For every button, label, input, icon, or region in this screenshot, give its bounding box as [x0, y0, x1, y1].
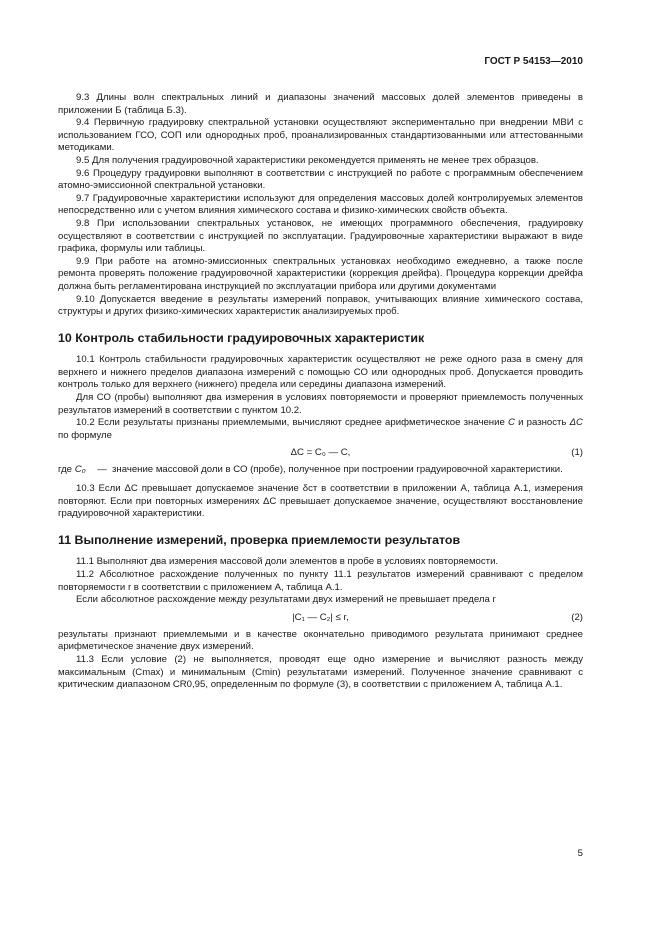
formula-1-lhs: ΔC	[290, 447, 304, 459]
legend-definition: значение массовой доли в СО (пробе), полученное при построении градуировочной характеристики.	[112, 464, 563, 476]
paragraph-10-2: 10.2 Если результаты признаны приемлемыми, вычисляют среднее арифметическое значение C и разность ΔC по формуле	[58, 417, 583, 441]
paragraph-10-3: 10.3 Если ΔC превышает допускаемое значение δст в соответствии в приложении А, таблица А.1, измерения повторяют. Если при повторных измерениях ΔC превышает допускаемое значение, осуществляют восстановление градуировочной характеристики.	[58, 483, 583, 520]
section-heading-10: 10 Контроль стабильности градуировочных характеристик	[58, 330, 425, 345]
paragraph-9-5: 9.5 Для получения градуировочной характеристики рекомендуется применять не менее трех образцов.	[76, 154, 539, 166]
paragraph-11-3: 11.3 Если условие (2) не выполняется, проводят еще одно измерение и вычисляют разность между максимальным (Cmax) и минимальным (Cmin) результатами измерений. Полученное значение сравнивают с критическим диапазоном CR0,95, определенным по формуле (3), в соответствии с приложением А, таблица А.1.	[58, 653, 583, 691]
formula-1: ΔC = C₀ — C, (1)	[58, 444, 583, 462]
paragraph-11-2-b: Если абсолютное расхождение между результатами двух измерений не превышает предела r	[76, 594, 496, 606]
document-code: ГОСТ Р 54153—2010	[484, 56, 583, 67]
paragraph-11-2-c: результаты признают приемлемыми и в качестве окончательно приводимого результата принимают среднее арифметическое значение двух измерений.	[58, 628, 583, 653]
paragraph-9-7: 9.7 Градуировочные характеристики используют для определения массовых долей контролируемых элементов непосредственно или с учетом влияния химического состава и физико-химических свойств объекта.	[58, 192, 583, 217]
page-number: 5	[577, 848, 583, 859]
formula-legend: где C₀ — значение массовой доли в СО (пробе), полученное при построении градуировочной характеристики.	[58, 464, 583, 477]
symbol-c: C	[507, 417, 515, 429]
paragraph-11-1: 11.1 Выполняют два измерения массовой доли элементов в пробе в условиях повторяемости.	[76, 556, 499, 568]
section-heading-11: 11 Выполнение измерений, проверка приемлемости результатов	[58, 532, 461, 547]
formula-2	[58, 609, 583, 627]
symbol-delta-c: ΔC	[569, 417, 583, 429]
paragraph-10-1-b: Для СО (пробы) выполняют два измерения в условиях повторяемости и проверяют приемлемость полученных результатов измерений в соответствии с пунктом 10.2.	[58, 392, 583, 416]
formula-1-number: (1)	[571, 447, 583, 459]
paragraph-9-9: 9.9 При работе на атомно-эмиссионных спектральных установках необходимо ежедневно, а также после ремонта проверять положение градуировочной характеристики (коррекция дрейфа). Процедура коррекции дрейфа должна быть регламентирована инструкцией по эксплуатации прибора или другими документами	[58, 255, 583, 292]
paragraph-9-10: 9.10 Допускается введение в результаты измерений поправок, учитывающих влияние химического состава, структуры и других физико-химических характеристик анализируемых проб.	[58, 293, 583, 318]
paragraph-11-2: 11.2 Абсолютное расхождение полученных по пункту 11.1 результатов измерений сравнивают с пределом повторяемости r в соответствии с приложением А, таблица А.1.	[58, 569, 583, 593]
document-body	[58, 92, 583, 692]
paragraph-9-6: 9.6 Процедуру градуировки выполняют в соответствии с инструкцией по работе с программным обеспечением атомно-эмиссионной спектральной установки.	[58, 167, 583, 192]
legend-symbol: C₀	[74, 464, 86, 476]
formula-1-rhs: C₀ — C,	[314, 447, 351, 459]
paragraph-9-4: 9.4 Первичную градуировку спектральной установки осуществляют экспериментально при внедрении МВИ с использованием ГСО, СОП или однородных проб, проанализированных стандартизованными или аттестованными методиками.	[58, 117, 583, 154]
paragraph-10-1: 10.1 Контроль стабильности градуировочных характеристик осуществляют не реже одного раза в смену для верхнего и нижнего пределов диапазона измерений с помощью СО или однородных проб. Допускается проводить контроль только для верхнего (нижнего) предела или середины диапазона измерений.	[58, 354, 583, 391]
formula-2-number: (2)	[571, 611, 583, 623]
paragraph-9-8: 9.8 При использовании спектральных установок, не имеющих программного обеспечения, градуировку осуществляют в соответствии с инструкцией по эксплуатации. Градуировочные характеристики выражают в виде графика, формулы или таблицы.	[58, 217, 583, 255]
formula-2-expression: |C₁ — C₂| ≤ r,	[292, 611, 349, 623]
paragraph-9-3: 9.3 Длины волн спектральных линий и диапазоны значений массовых долей элементов приведены в приложении Б (таблица Б.3).	[58, 92, 583, 116]
